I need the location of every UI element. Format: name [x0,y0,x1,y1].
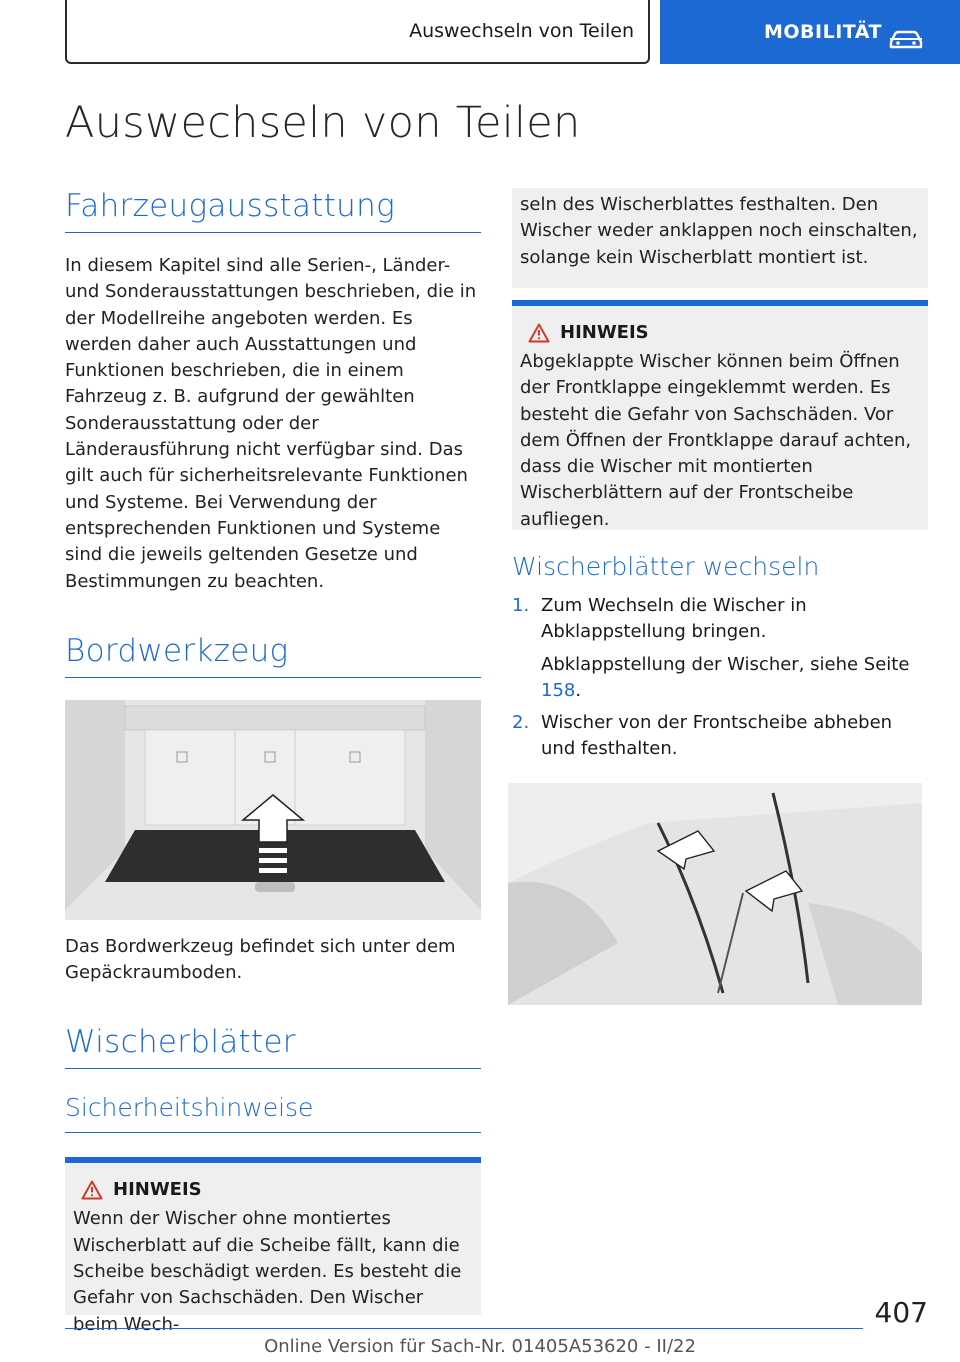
trunk-illustration [65,700,481,920]
page-title: Auswechseln von Teilen [65,98,581,148]
footer-divider [65,1328,863,1329]
step-1-text: Zum Wechseln die Wischer in Abklappstellung bringen. [541,595,807,643]
notice-box-2 [512,300,928,530]
wiper-image [508,783,922,1005]
notice-2-label: HINWEIS [560,322,649,343]
header-section-tab [65,0,650,64]
step-2-number: 2. [512,712,530,734]
car-icon [887,28,925,50]
paragraph-fahrzeugausstattung: In diesem Kapitel sind alle Serien-, Länder- und Sonderausstattungen beschrieben, die in der Modellreihe angeboten werden. Es werden daher auch Ausstattungen und Funktionen beschrieben, die in einem Fahrzeug z. B. aufgrund der gewählten Sonderausstattung oder der Länderausführung nicht verfügbar sind. Das gilt auch für sicherheitsrelevante Funktionen und Systeme. Bei Verwendung der entsprechenden Funktionen und Systeme sind die jeweils geltenden Gesetze und Bestimmungen zu beachten. [65,255,477,592]
footer-online-version: Online Version für Sach-Nr. 01405A53620 - II/22 [264,1336,696,1357]
step-2 [512,710,928,763]
warning-icon [528,323,550,343]
step-1-number: 1. [512,595,530,616]
subheading-sicherheitshinweise: Sicherheitshinweise [65,1093,481,1133]
notice-1-label: HINWEIS [113,1179,202,1201]
step-1 [512,593,928,704]
step-1-ref-text: Abklappstellung der Wischer, siehe Seite [541,653,910,675]
subheading-wischerblaetter-wechseln: Wischerblätter wechseln [512,552,820,581]
header-section-title: Auswechseln von Teilen [409,20,634,42]
left-column [65,188,481,1335]
trunk-floor-image [65,700,481,920]
warning-icon [81,1180,103,1200]
step-1-ref-end: . [575,679,582,701]
heading-fahrzeugausstattung: Fahrzeugausstattung [65,188,481,233]
step-2-text: Wischer von der Frontscheibe abheben und festhalten. [541,712,893,760]
wiper-illustration [508,783,922,1005]
page-number: 407 [874,1296,928,1329]
notice-2-text: Abgeklappte Wischer können beim Öffnen der Frontklappe eingeklemmt werden. Es besteht die Gefahr von Sachschäden. Vor dem Öffnen der Frontklappe darauf achten, dass die Wischer mit montierten Wischerblättern auf der Frontscheibe aufliegen. [520,351,912,530]
heading-bordwerkzeug: Bordwerkzeug [65,633,481,678]
header-chapter-label: MOBILITÄT [764,21,882,43]
paragraph-bordwerkzeug: Das Bordwerkzeug befindet sich unter dem Gepäckraumboden. [65,935,456,984]
notice-box-1-continued [512,188,928,288]
page-link-158[interactable]: 158 [541,679,576,701]
notice-1-header [81,1179,473,1200]
right-column [512,188,928,1005]
notice-1-text: Wenn der Wischer ohne montiertes Wischerblatt auf die Scheibe fällt, kann die Scheibe beschädigt werden. Es besteht die Gefahr von Sachschäden. Den Wischer beim Wech- [73,1208,462,1335]
notice-2-header [528,322,920,343]
notice-box-1 [65,1157,481,1335]
step-1-reference [541,652,928,705]
notice-1-text-continued: seln des Wischerblattes festhalten. Den Wischer weder anklappen noch einschalten, solange kein Wischerblatt montiert ist. [520,194,918,268]
heading-wischerblaetter: Wischerblätter [65,1024,481,1069]
